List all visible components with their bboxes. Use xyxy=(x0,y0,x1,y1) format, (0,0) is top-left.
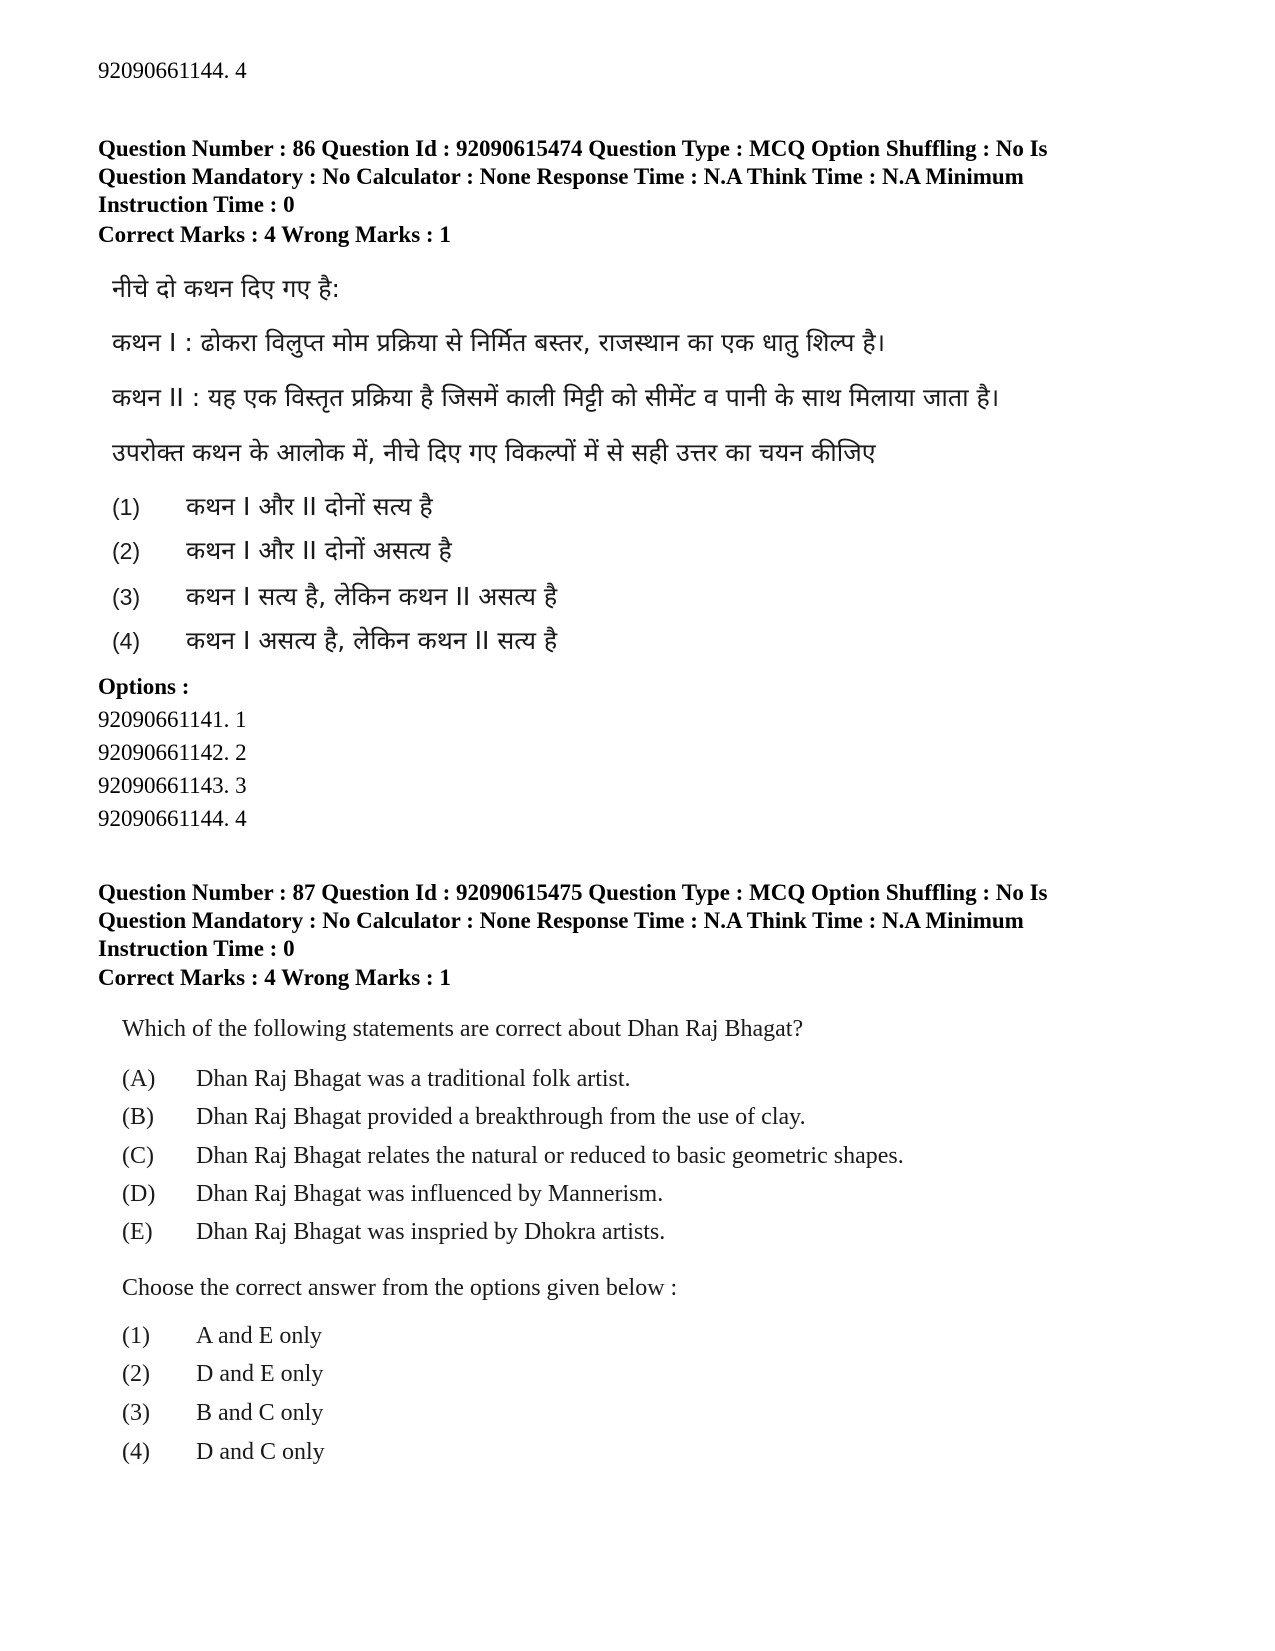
q87-choice-4-number: (4) xyxy=(122,1439,150,1465)
q86-choice-1-number: (1) xyxy=(112,494,141,520)
previous-option-line: 92090661144. 4 xyxy=(98,58,247,83)
q87-meta-line-2: Question Mandatory : No Calculator : None Response Time : N.A Think Time : N.A Minimum xyxy=(98,908,1024,933)
q86-metadata xyxy=(98,135,1198,219)
q87-statement-b-text: Dhan Raj Bhagat provided a breakthrough from the use of clay. xyxy=(196,1104,806,1130)
q87-choose-instruction: Choose the correct answer from the options given below : xyxy=(122,1275,678,1301)
q86-option-4: 92090661144. 4 xyxy=(98,806,247,831)
q86-choice-4-number: (4) xyxy=(112,628,141,654)
q86-instruction: उपरोक्त कथन के आलोक में, नीचे दिए गए विकल्पों में से सही उत्तर का चयन कीजिए xyxy=(112,438,876,467)
q86-option-2: 92090661142. 2 xyxy=(98,740,247,765)
q87-statement-b-label: (B) xyxy=(122,1104,154,1130)
q86-option-3: 92090661143. 3 xyxy=(98,773,247,798)
q87-statement-c-text: Dhan Raj Bhagat relates the natural or reduced to basic geometric shapes. xyxy=(196,1143,904,1169)
q86-options-heading: Options : xyxy=(98,674,190,699)
q87-choice-3-number: (3) xyxy=(122,1400,150,1426)
q87-question: Which of the following statements are correct about Dhan Raj Bhagat? xyxy=(122,1016,804,1042)
q87-statement-a-text: Dhan Raj Bhagat was a traditional folk artist. xyxy=(196,1066,631,1092)
q87-choice-2-number: (2) xyxy=(122,1361,150,1387)
q86-meta-line-2: Question Mandatory : No Calculator : None Response Time : N.A Think Time : N.A Minimum xyxy=(98,164,1024,189)
q86-choice-4-text: कथन I असत्य है, लेकिन कथन II सत्य है xyxy=(186,626,558,655)
q87-choice-3-text: B and C only xyxy=(196,1400,324,1426)
q87-marks: Correct Marks : 4 Wrong Marks : 1 xyxy=(98,965,451,990)
q86-choice-3-number: (3) xyxy=(112,584,141,610)
q87-statement-e-text: Dhan Raj Bhagat was inspried by Dhokra artists. xyxy=(196,1219,666,1245)
q87-choice-4-text: D and C only xyxy=(196,1439,325,1465)
q87-choice-2-text: D and E only xyxy=(196,1361,324,1387)
q86-choice-2-number: (2) xyxy=(112,538,141,564)
q86-choice-3-text: कथन I सत्य है, लेकिन कथन II असत्य है xyxy=(186,582,558,611)
q87-statement-a-label: (A) xyxy=(122,1066,156,1092)
q86-statement-1: कथन I : ढोकरा विलुप्त मोम प्रक्रिया से निर्मित बस्तर, राजस्थान का एक धातु शिल्प है। xyxy=(112,328,886,357)
q86-intro: नीचे दो कथन दिए गए है: xyxy=(112,274,340,303)
q87-statement-c-label: (C) xyxy=(122,1143,154,1169)
q87-statement-e-label: (E) xyxy=(122,1219,153,1245)
q87-choice-1-number: (1) xyxy=(122,1323,150,1349)
q86-option-1: 92090661141. 1 xyxy=(98,707,247,732)
q86-meta-line-1: Question Number : 86 Question Id : 92090615474 Question Type : MCQ Option Shuffling : No Is xyxy=(98,136,1048,161)
q86-statement-2: कथन II : यह एक विस्तृत प्रक्रिया है जिसमें काली मिट्टी को सीमेंट व पानी के साथ मिलाया जाता है। xyxy=(112,383,1000,412)
q86-choice-2-text: कथन I और II दोनों असत्य है xyxy=(186,536,452,565)
q87-meta-line-1: Question Number : 87 Question Id : 92090615475 Question Type : MCQ Option Shuffling : No Is xyxy=(98,880,1048,905)
q87-metadata xyxy=(98,879,1198,963)
q87-choice-1-text: A and E only xyxy=(196,1323,322,1349)
q86-marks: Correct Marks : 4 Wrong Marks : 1 xyxy=(98,222,451,247)
q87-meta-line-3: Instruction Time : 0 xyxy=(98,936,295,961)
q86-choice-1-text: कथन I और II दोनों सत्य है xyxy=(186,492,433,521)
q87-statement-d-text: Dhan Raj Bhagat was influenced by Mannerism. xyxy=(196,1181,664,1207)
q87-statement-d-label: (D) xyxy=(122,1181,156,1207)
q86-meta-line-3: Instruction Time : 0 xyxy=(98,192,295,217)
